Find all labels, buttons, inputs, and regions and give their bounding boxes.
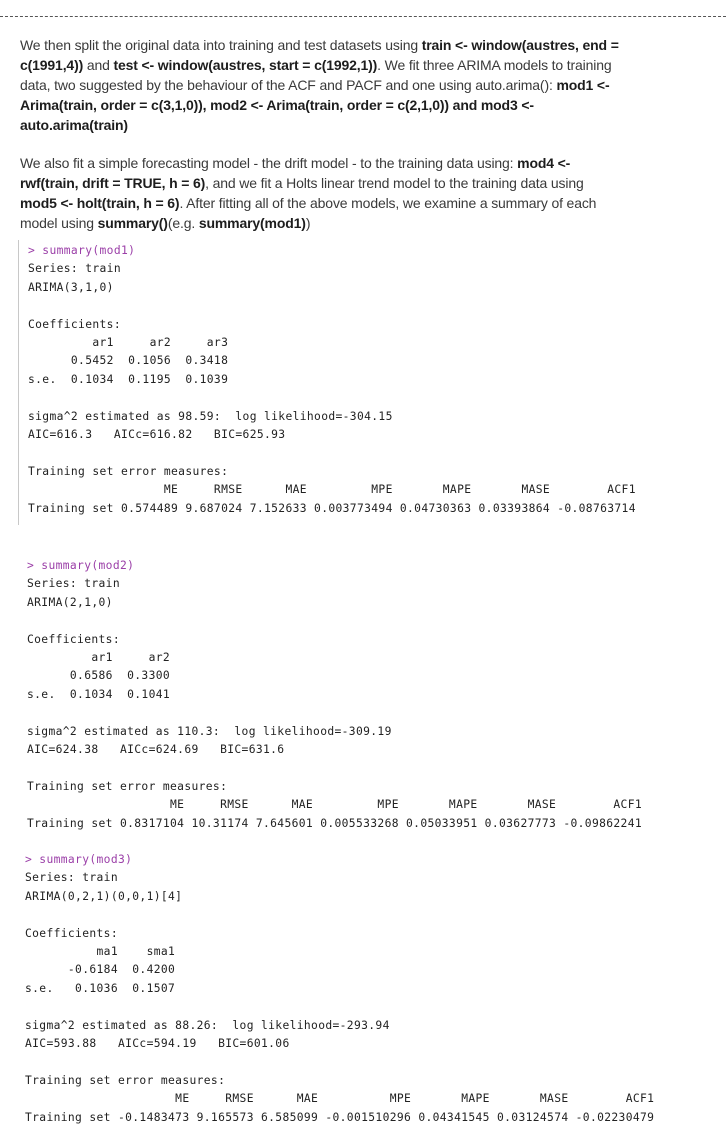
top-dashed-divider <box>0 16 726 17</box>
code-summary-fn: summary() <box>97 215 168 231</box>
console-prompt: > summary(mod1) <box>28 244 136 257</box>
code-train-window: train <- window(austres, end = c(1991,4)) <box>20 37 619 73</box>
code-drift-model: mod4 <- rwf(train, drift = TRUE, h = 6) <box>20 155 571 191</box>
console-prompt: > summary(mod2) <box>27 559 135 572</box>
text: . We fit three ARIMA models to training data, two suggested by the behaviour of the ACF and PACF and one using auto.arima(): <box>20 57 612 93</box>
r-output-mod3 <box>25 851 654 1127</box>
code-summary-example: summary(mod1) <box>198 215 306 231</box>
code-holt-model: mod5 <- holt(train, h = 6) <box>20 195 180 211</box>
text: , and we fit a Holts linear trend model to the training data using <box>205 175 584 191</box>
text: . After fitting all of the above models, we examine a summary of each model using <box>20 195 597 231</box>
r-output-mod1 <box>28 242 636 518</box>
console-output: Series: train ARIMA(0,2,1)(0,0,1)[4] Coefficients: ma1 sma1 -0.6184 0.4200 s.e. 0.1036 0.1507 sigma^2 estimated as 88.26: log likelihood=-293.94 AIC=593.88 AICc=594.19 BIC=601.06 Training set error measures: ME RMSE MAE MPE MAPE MASE ACF1 Training set -0.1483473 9.165573 6.585099 -0.001510296 0.04341545 0.03124574 -0.02230479 <box>25 871 655 1124</box>
text: We then split the original data into training and test datasets using <box>20 37 422 53</box>
console-output: Series: train ARIMA(2,1,0) Coefficients: ar1 ar2 0.6586 0.3300 s.e. 0.1034 0.1041 sigma^2 estimated as 110.3: log likelihood=-309.19 AIC=624.38 AICc=624.69 BIC=631.6 Training set error measures: ME RMSE MAE MPE MAPE MASE ACF1 Training set 0.8317104 10.31174 7.645601 0.005533268 0.05033951 0.03627773 -0.09862241 <box>27 577 643 830</box>
r-output-mod2 <box>27 557 642 833</box>
text: and <box>83 57 114 73</box>
text: ) <box>305 215 311 231</box>
code-model-fits: mod1 <- Arima(train, order = c(3,1,0)), mod2 <- Arima(train, order = c(2,1,0)) and mod3 <- auto.arima(train) <box>20 77 610 133</box>
console-output: Series: train ARIMA(3,1,0) Coefficients: ar1 ar2 ar3 0.5452 0.1056 0.3418 s.e. 0.1034 0.1195 0.1039 sigma^2 estimated as 98.59: log likelihood=-304.15 AIC=616.3 AICc=616.82 BIC=625.93 Training set error measures: ME RMSE MAE MPE MAPE MASE ACF1 Training set 0.574489 9.687024 7.152633 0.003773494 0.04730363 0.03393864 -0.08763714 <box>28 262 636 515</box>
code-test-window: test <- window(austres, start = c(1992,1)) <box>113 57 378 73</box>
paragraph-data-split <box>20 35 620 135</box>
console-prompt: > summary(mod3) <box>25 853 133 866</box>
text: We also fit a simple forecasting model - the drift model - to the training data using: <box>20 155 518 171</box>
text: (e.g. <box>167 215 199 231</box>
paragraph-forecast-models <box>20 153 620 233</box>
code-block-left-border <box>18 240 19 525</box>
